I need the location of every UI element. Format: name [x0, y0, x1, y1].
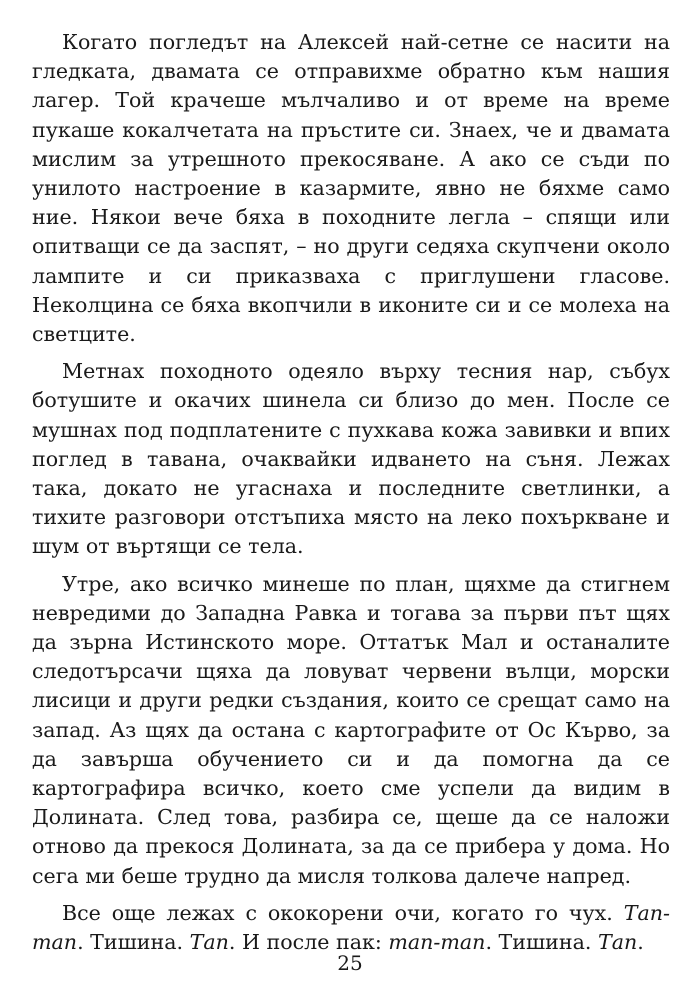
- paragraph-4: [32, 899, 670, 957]
- paragraph-4-part-9: .: [637, 930, 644, 955]
- page-number: 25: [337, 951, 363, 975]
- paragraph-4-part-2: Тап-тап: [32, 900, 670, 955]
- paragraph-4-part-5: . И после пак:: [228, 930, 389, 955]
- paragraph-4-part-7: . Тишина.: [485, 930, 598, 955]
- paragraph-1-text: Когато погледът на Алексей най-сетне се насити на гледката, двамата се отправихме обратно към нашия лагер. Той крачеше мълчаливо и от време на време пукаше кокалчетата на пръстите си. Знаех, че и двамата мислим за утрешното прекосяване. А ако се съди по унилото настроение в казармите, явно не бяхме само ние. Някои вече бяха в походните легла – спящи или опитващи се да заспят, – но други седяха скупчени около лампите и си приказваха с приглушени гласове. Неколцина се бяха вкопчили в иконите си и се молеха на светците.: [32, 30, 670, 347]
- paragraph-3-text: Утре, ако всичко минеше по план, щяхме да стигнем невредими до Западна Равка и тогава за първи път щях да зърна Истинското море. Оттатък Мал и останалите следотърсачи щяха да ловуват червени вълци, морски лисици и други редки създания, които се срещат само на запад. Аз щях да остана с картографите от Ос Кърво, за да завърша обучението си и да помогна да се картографира всичко, което сме успели да видим в Долината. След това, разбира се, щеше да се наложи отново да прекося Долината, за да се прибера у дома. Но сега ми беше трудно да мисля толкова далече напред.: [32, 571, 670, 888]
- paragraph-4-part-3: . Тишина.: [77, 930, 190, 955]
- body-text: [32, 28, 670, 957]
- paragraph-2-text: Метнах походното одеяло върху тесния нар, събух ботушите и окачих шинела си близо до мен. После се мушнах под подплатените с пухкава кожа завивки и впих поглед в тавана, очаквайки идването на съня. Лежах така, докато не угаснаха и последните светлинки, а тихите разговори отстъпиха място на леко похъркване и шум от въртящи се тела.: [32, 359, 670, 559]
- paragraph-1: [32, 28, 670, 349]
- paragraph-2: [32, 357, 670, 561]
- paragraph-4-part-6: тап-тап: [388, 930, 486, 955]
- paragraph-4-part-4: Тап: [189, 930, 229, 955]
- paragraph-3: [32, 570, 670, 891]
- paragraph-4-part-1: Все още лежах с ококорени очи, когато го чух.: [62, 900, 624, 925]
- paragraph-4-part-8: Тап: [597, 930, 638, 955]
